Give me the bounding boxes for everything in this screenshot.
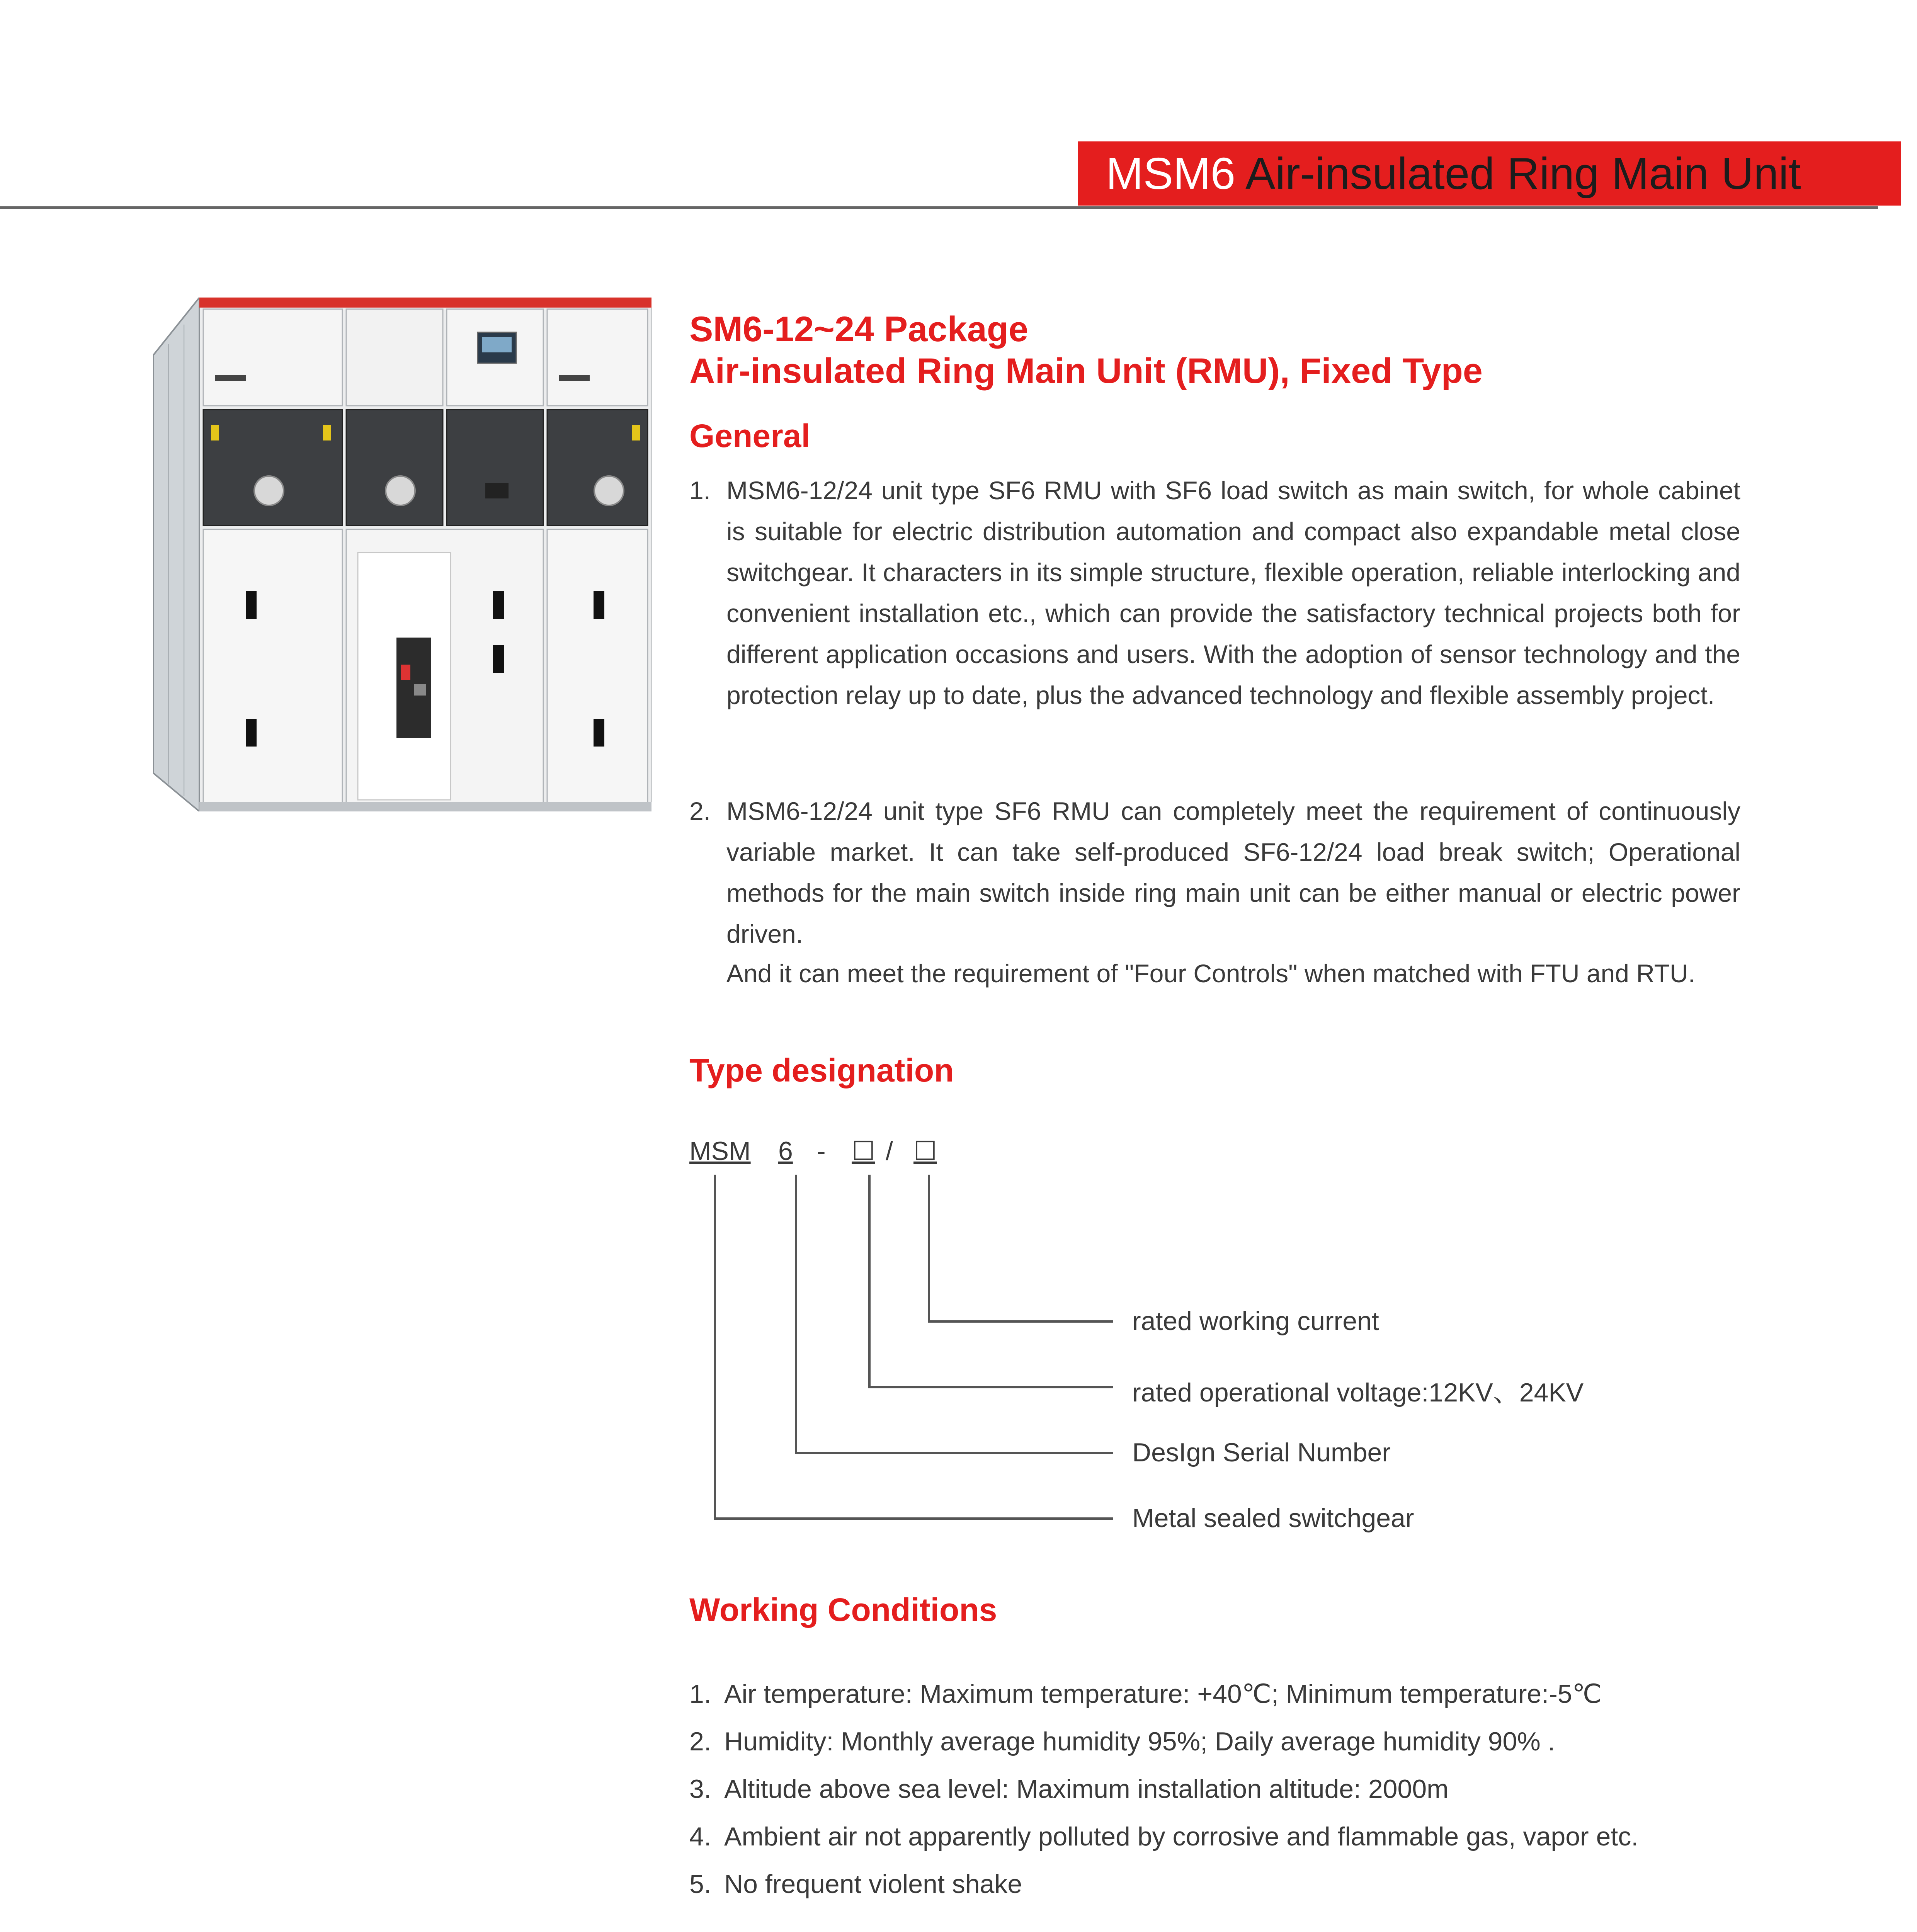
working-condition-item bbox=[689, 1679, 1602, 1709]
label-rated-operational-voltage: rated operational voltage:12KV、24KV bbox=[1132, 1378, 1584, 1407]
item-number: 1. bbox=[689, 1679, 711, 1709]
general-extra-text: And it can meet the requirement of "Four Controls" when matched with FTU and RTU. bbox=[726, 959, 1696, 988]
item-number: 2. bbox=[689, 1727, 711, 1756]
label-metal-sealed-switchgear: Metal sealed switchgear bbox=[1132, 1503, 1414, 1533]
general-item-number: 2. bbox=[689, 797, 711, 825]
working-condition-item bbox=[689, 1869, 1022, 1899]
item-text: No frequent violent shake bbox=[724, 1869, 1022, 1899]
working-condition-item bbox=[689, 1821, 1638, 1852]
working-condition-item bbox=[689, 1774, 1449, 1804]
general-item-text: MSM6-12/24 unit type SF6 RMU can completely meet the requirement of continuously variable market. It can take self-produced SF6-12/24 load break switch; Operational methods for the main switch inside ring main unit can be either manual or electric power driven. bbox=[726, 797, 1740, 948]
code-voltage-box: ☐ bbox=[852, 1136, 875, 1166]
general-item-text: MSM6-12/24 unit type SF6 RMU with SF6 load switch as main switch, for whole cabinet is suitable for electric distribution automation and compact also expandable metal close switchgear. It characters in its simple structure, flexible operation, reliable interlocking and convenient installation etc., which can provide the satisfactory technical projects both for different application occasions and users. With the adoption of sensor technology and the protection relay up to date, plus the advanced technology and flexible assembly project. bbox=[726, 476, 1740, 709]
item-number: 4. bbox=[689, 1822, 711, 1851]
general-item-number: 1. bbox=[689, 476, 711, 505]
code-slash: / bbox=[886, 1136, 893, 1166]
code-current-box: ☐ bbox=[913, 1136, 937, 1166]
item-number: 5. bbox=[689, 1869, 711, 1899]
type-designation-heading: Type designation bbox=[689, 1052, 954, 1088]
item-text: Air temperature: Maximum temperature: +40℃; Minimum temperature:-5℃ bbox=[724, 1679, 1602, 1709]
product-title-line1: SM6-12~24 Package bbox=[689, 310, 1029, 349]
label-design-serial-number: DesIgn Serial Number bbox=[1132, 1438, 1391, 1467]
item-text: Humidity: Monthly average humidity 95%; Daily average humidity 90% . bbox=[724, 1727, 1555, 1756]
label-rated-working-current: rated working current bbox=[1132, 1306, 1379, 1336]
header-model: MSM6 bbox=[1106, 148, 1236, 199]
code-design-number: 6 bbox=[778, 1136, 793, 1166]
item-number: 3. bbox=[689, 1774, 711, 1804]
header-title: Air-insulated Ring Main Unit bbox=[1245, 148, 1801, 199]
item-text: Altitude above sea level: Maximum installation altitude: 2000m bbox=[724, 1774, 1449, 1804]
working-condition-item bbox=[689, 1726, 1555, 1757]
item-text: Ambient air not apparently polluted by corrosive and flammable gas, vapor etc. bbox=[724, 1822, 1639, 1851]
general-heading: General bbox=[689, 418, 810, 454]
product-title-line2: Air-insulated Ring Main Unit (RMU), Fixed Type bbox=[689, 351, 1483, 391]
code-dash: - bbox=[817, 1136, 826, 1166]
code-series: MSM bbox=[689, 1136, 751, 1166]
working-conditions-heading: Working Conditions bbox=[689, 1592, 997, 1628]
